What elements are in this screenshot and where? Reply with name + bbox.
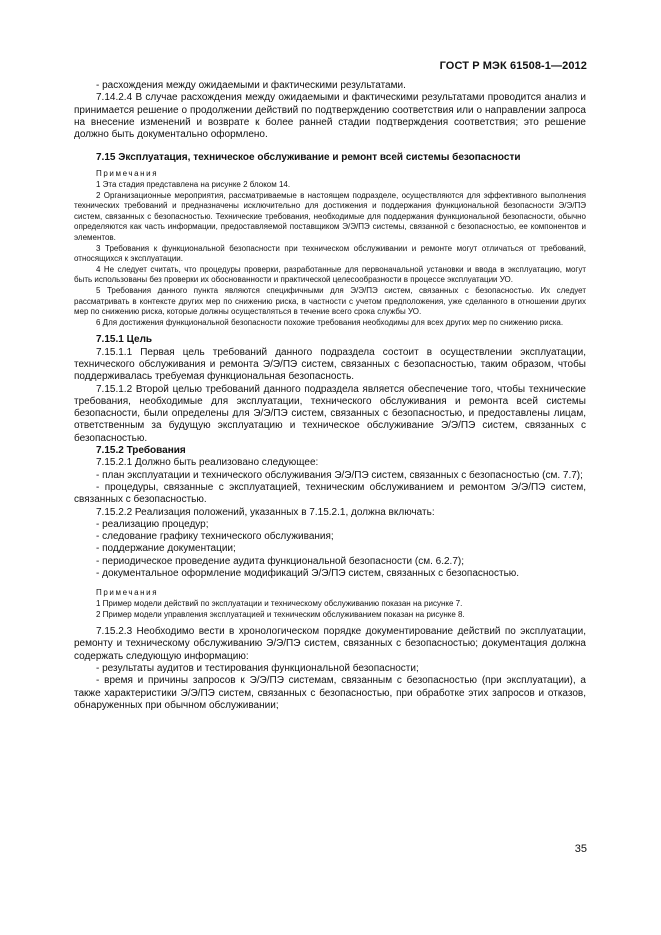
note-2: 2 Организационные мероприятия, рассматриваемые в настоящем подразделе, осуществляются для эффективного выполнения технических требований и предназначены исключительно для достижения и поддержания функциональной безопасности Э/Э/ПЭ систем, связанных с безопасностью. Технические требования, необходимые для поддержания функциональной безопасности, обычно определяются как часть информации, предоставляемой поставщиком Э/Э/ПЭ системы, связанной с безопасностью, ее компонентов и элементов. <box>74 190 586 243</box>
list-item: - время и причины запросов к Э/Э/ПЭ системам, связанным с безопасностью (при эксплуатации), а также характеристики Э/Э/ПЭ систем, связанных с безопасностью, при обработке этих запросов и отказов, обнаруженных при обычном обслуживании; <box>74 675 586 711</box>
subsection-title-7-15-2: 7.15.2 Требования <box>96 445 186 457</box>
note-1: 1 Эта стадия представлена на рисунке 2 блоком 14. <box>96 180 291 190</box>
note-5: 5 Требования данного пункта являются специфичными для Э/Э/ПЭ систем, связанных с безопасностью. Их следует рассматривать в контексте других мер по снижению риска, в частности с учетом предположения, уже сделанного в отношении других мер по снижению риска, которые должны осуществляться в течение всего срока службы УО. <box>74 286 586 317</box>
page-number: 35 <box>574 843 587 855</box>
note-3: 3 Требования к функциональной безопасности при техническом обслуживании и ремонте могут отличаться от требований, относящихся к эксплуатации. <box>74 243 586 264</box>
note-2-1: 1 Пример модели действий по эксплуатации и техническому обслуживанию показан на рисунке 7. <box>96 598 463 608</box>
paragraph: - расхождения между ожидаемыми и фактическими результатами. <box>96 80 406 91</box>
notes-heading: Примечания <box>96 169 159 179</box>
list-item: - результаты аудитов и тестирования функциональной безопасности; <box>96 663 419 674</box>
list-item: - следование графику технического обслуживания; <box>96 531 334 543</box>
list-item: - периодическое проведение аудита функциональной безопасности (см. 6.2.7); <box>96 555 464 567</box>
section-title-7-15: 7.15 Эксплуатация, техническое обслуживание и ремонт всей системы безопасности <box>96 152 521 164</box>
paragraph-7-14-2-4: 7.14.2.4 В случае расхождения между ожидаемыми и фактическими результатами проводится анализ и принимается решение о продолжении действий по подтверждению соответствия или о направлении запроса на внесение изменений и возврате к более ранней стадии подтверждения соответствия; это решение должно быть документально оформлено. <box>74 92 586 141</box>
list-item: - документальное оформление модификаций Э/Э/ПЭ систем, связанных с безопасностью. <box>96 568 520 580</box>
list-item: - поддержание документации; <box>96 543 236 555</box>
notes-heading-2: Примечания <box>96 588 159 598</box>
list-item: - план эксплуатации и технического обслуживания Э/Э/ПЭ систем, связанных с безопасностью (см. 7.7); <box>96 469 583 481</box>
paragraph-7-15-1-2: 7.15.1.2 Второй целью требований данного подраздела является обеспечение того, чтобы технические требования, необходимые для эксплуатации, технического обслуживания и ремонта всей системы безопасности, были определены для Э/Э/ПЭ систем, связанных с безопасностью, и предоставлены лицам, ответственным за будущую эксплуатацию и техническое обслуживание Э/Э/ПЭ систем, связанных с безопасностью. <box>74 383 586 444</box>
paragraph-7-15-2-2: 7.15.2.2 Реализация положений, указанных в 7.15.2.1, должна включать: <box>96 506 435 518</box>
paragraph-7-15-2-1: 7.15.2.1 Должно быть реализовано следующее: <box>96 457 319 469</box>
subsection-title-7-15-1: 7.15.1 Цель <box>96 334 153 346</box>
paragraph-7-15-1-1: 7.15.1.1 Первая цель требований данного подраздела состоит в осуществлении эксплуатации, технического обслуживания и ремонта Э/Э/ПЭ систем, связанных с безопасностью, таким образом, чтобы поддерживалась требуемая функциональная безопасность. <box>74 346 586 383</box>
paragraph-7-15-2-3: 7.15.2.3 Необходимо вести в хронологическом порядке документирование действий по эксплуатации, ремонту и техническому обслуживанию Э/Э/ПЭ систем, связанных с безопасностью; документация должна содержать следующую информацию: <box>74 626 586 662</box>
note-2-2: 2 Пример модели управления эксплуатацией и техническим обслуживанием показан на рисунке 8. <box>96 609 465 619</box>
list-item: - реализацию процедур; <box>96 518 209 530</box>
note-6: 6 Для достижения функциональной безопасности похожие требования необходимы для всех других мер по снижению риска. <box>96 317 564 327</box>
page-content <box>74 80 586 712</box>
note-4: 4 Не следует считать, что процедуры проверки, разработанные для первоначальной установки и ввода в эксплуатацию, могут быть использованы без проверки их обоснованности и практической целесообразности в процессе эксплуатации УО. <box>74 264 586 285</box>
list-item: - процедуры, связанные с эксплуатацией, техническим обслуживанием и ремонтом Э/Э/ПЭ систем, связанных с безопасностью. <box>74 481 586 506</box>
document-header: ГОСТ Р МЭК 61508-1—2012 <box>439 60 587 72</box>
